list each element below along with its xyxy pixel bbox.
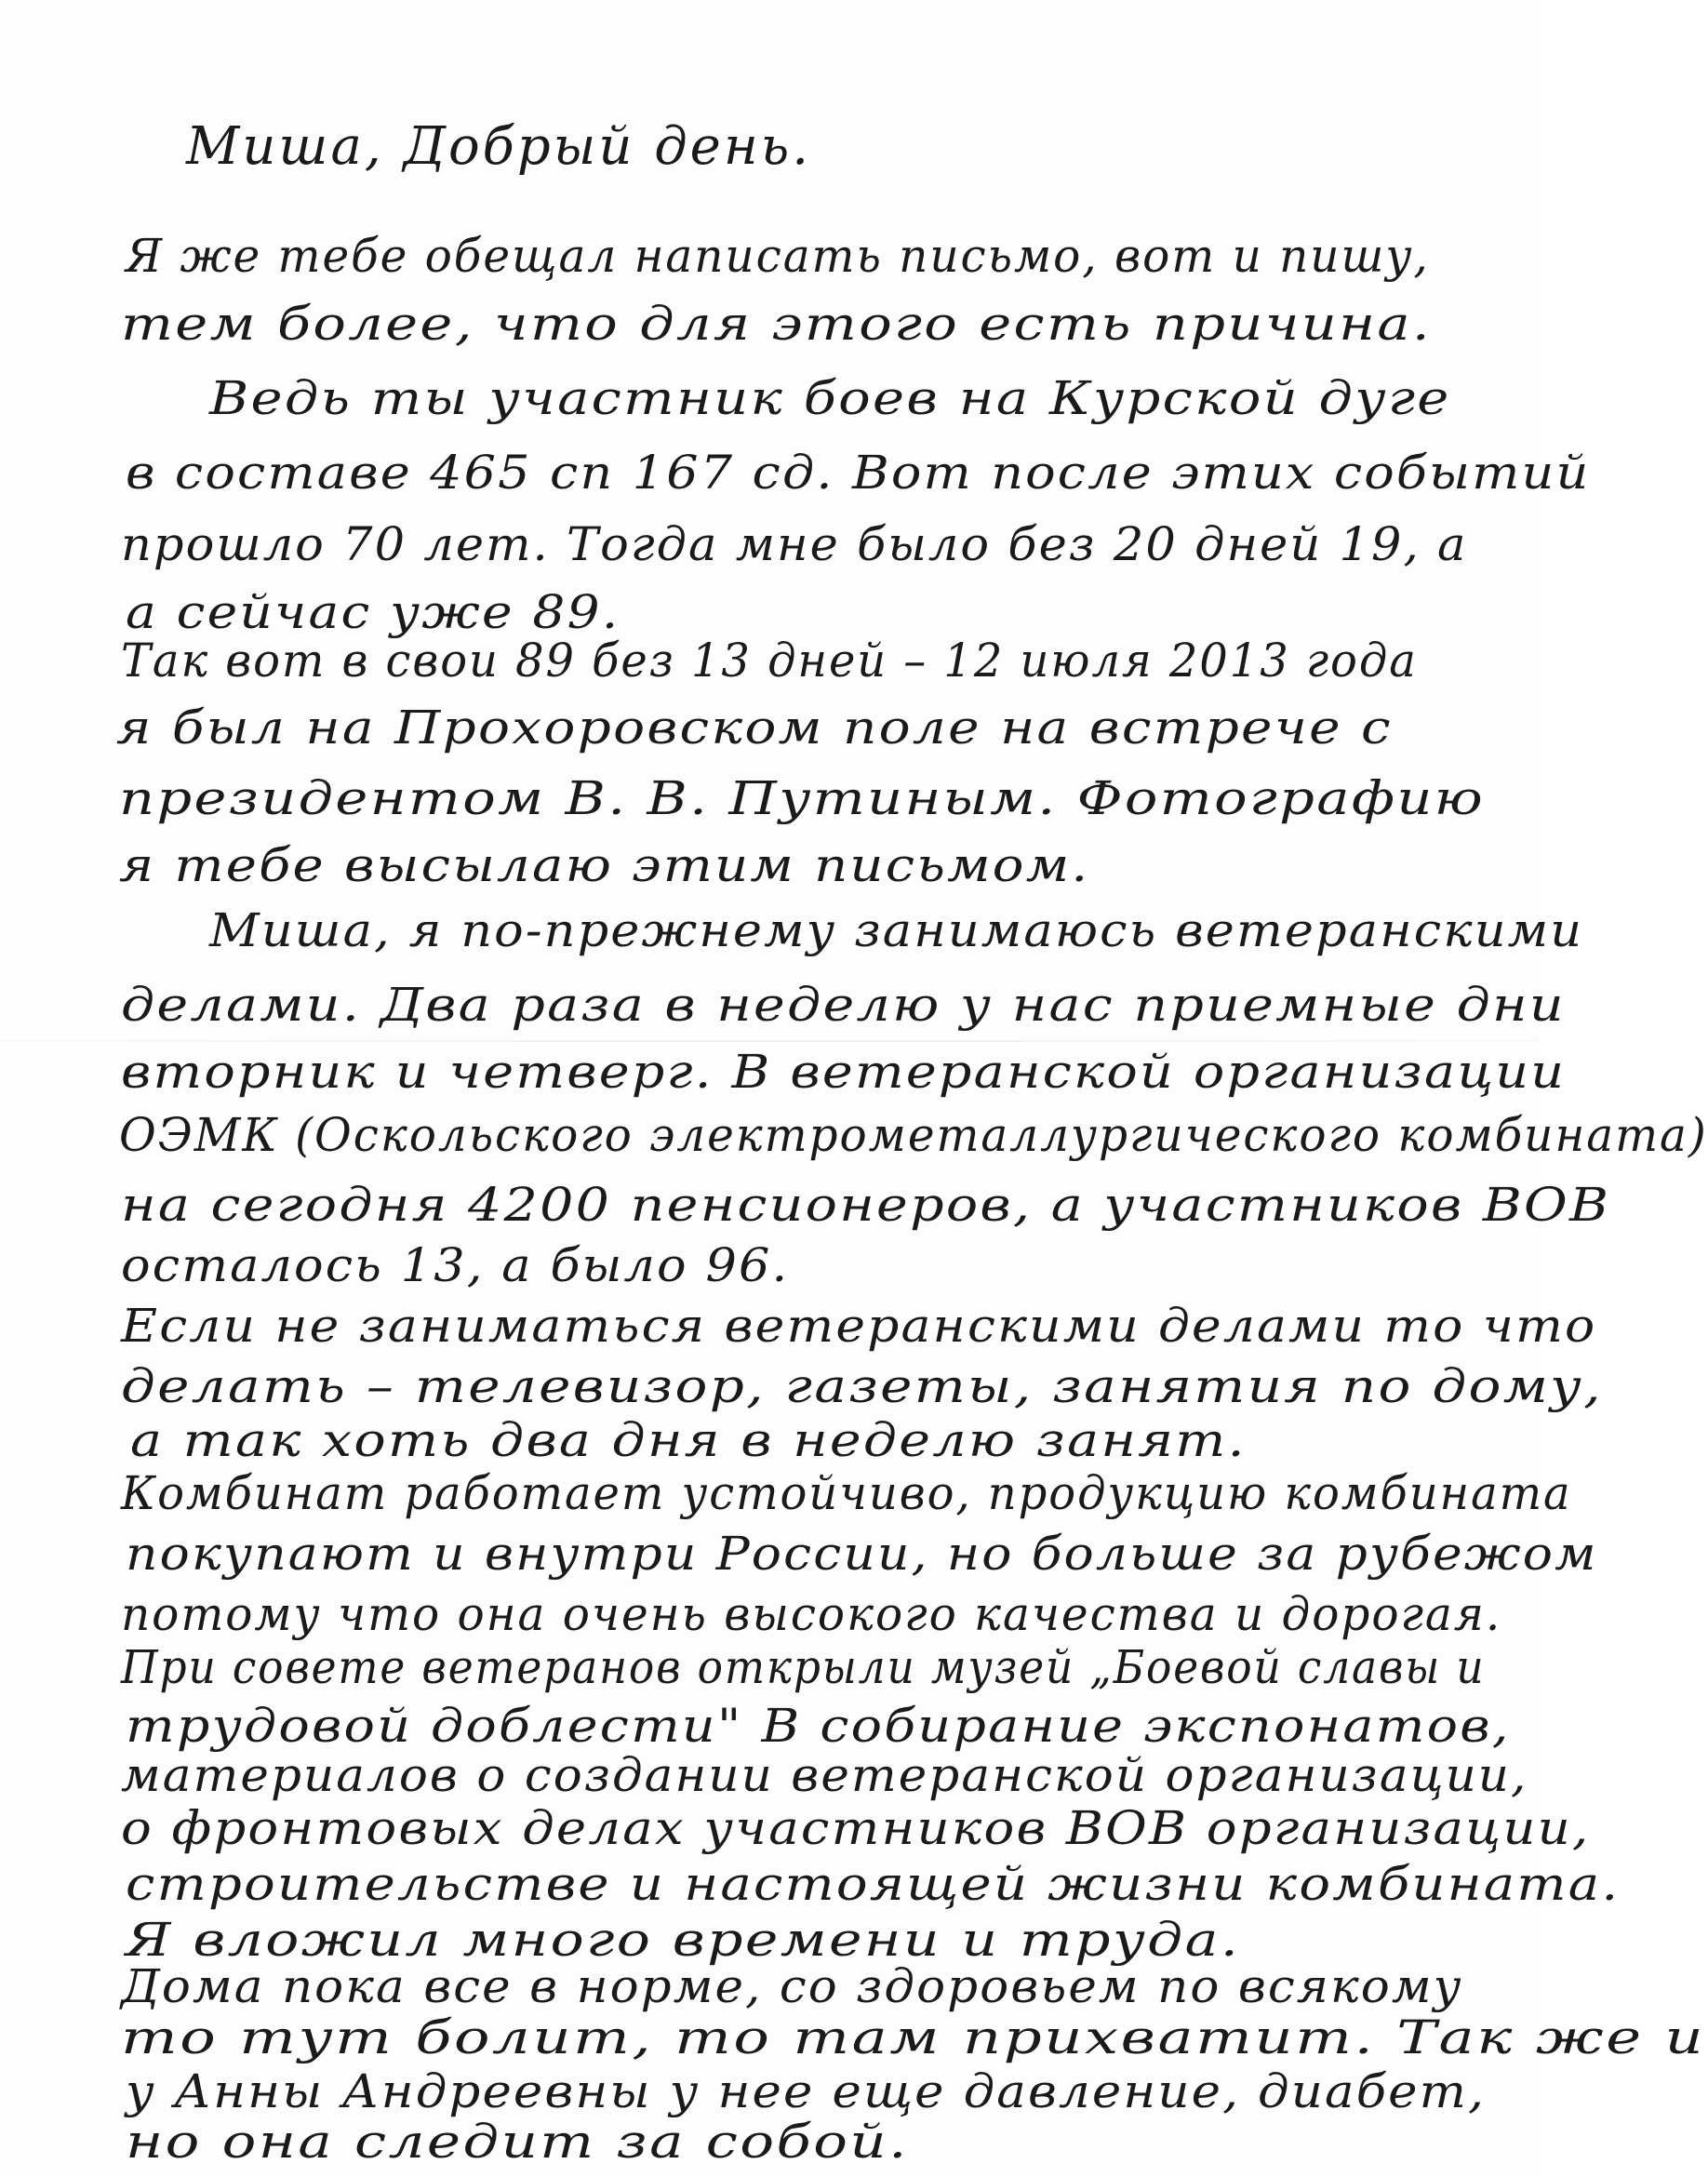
letter-line: делами. Два раза в неделю у нас приемные дни	[121, 978, 1566, 1032]
letter-line: Комбинат работает устойчиво, продукцию комбината	[121, 1466, 1572, 1520]
letter-line: материалов о создании ветеранской организации,	[121, 1748, 1528, 1802]
letter-line: потому что она очень высокого качества и дорогая.	[121, 1587, 1502, 1641]
letter-line: Если не заниматься ветеранскими делами то что	[121, 1299, 1597, 1353]
paper-fold-crease	[0, 1040, 1539, 1042]
letter-line: Ведь ты участник боев на Курской дуге	[209, 371, 1451, 425]
letter-line: осталось 13, а было 96.	[121, 1238, 790, 1292]
letter-line: Так вот в свои 89 без 13 дней – 12 июля 2013 года	[121, 634, 1418, 688]
greeting-line: Миша, Добрый день.	[186, 116, 811, 177]
letter-line: вторник и четверг. В ветеранской организации	[121, 1045, 1567, 1099]
letter-line: При совете ветеранов открыли музей „Боевой славы и	[121, 1640, 1486, 1694]
letter-line: то тут болит, то там прихватит. Так же и	[121, 2010, 1706, 2064]
letter-line: Я вложил много времени и труда.	[126, 1913, 1241, 1967]
letter-line: ОЭМК (Оскольского электрометаллургического комбината)	[119, 1108, 1708, 1162]
letter-line: но она следит за собой.	[126, 2115, 909, 2169]
letter-line: Дома пока все в норме, со здоровьем по всякому	[121, 1959, 1463, 2013]
letter-line: Я же тебе обещал написать письмо, вот и пишу,	[126, 229, 1430, 283]
letter-line: в составе 465 сп 167 сд. Вот после этих событий	[126, 446, 1591, 500]
letter-line: я был на Прохоровском поле на встрече с	[116, 701, 1393, 755]
letter-line: прошло 70 лет. Тогда мне было без 20 дней 19, а	[121, 517, 1468, 571]
letter-line: я тебе высылаю этим письмом.	[119, 838, 1090, 892]
letter-line: о фронтовых делах участников ВОВ организации,	[121, 1801, 1591, 1855]
letter-line: а сейчас уже 89.	[126, 585, 620, 639]
letter-line: покупают и внутри России, но больше за рубежом	[126, 1527, 1598, 1581]
letter-line: делать – телевизор, газеты, занятия по дому,	[121, 1359, 1603, 1413]
letter-line: строительстве и настоящей жизни комбината.	[126, 1857, 1621, 1911]
letter-line: у Анны Андреевны у нее еще давление, диабет,	[126, 2064, 1487, 2118]
letter-line: тем более, что для этого есть причина.	[121, 297, 1433, 351]
letter-line: президентом В. В. Путиным. Фотографию	[119, 771, 1486, 825]
letter-line: Миша, я по-прежнему занимаюсь ветеранскими	[209, 903, 1584, 957]
letter-line: на сегодня 4200 пенсионеров, а участников ВОВ	[121, 1178, 1611, 1232]
letter-line: трудовой доблести" В собирание экспонатов,	[126, 1699, 1511, 1753]
letter-line: а так хоть два дня в неделю занят.	[130, 1413, 1247, 1467]
